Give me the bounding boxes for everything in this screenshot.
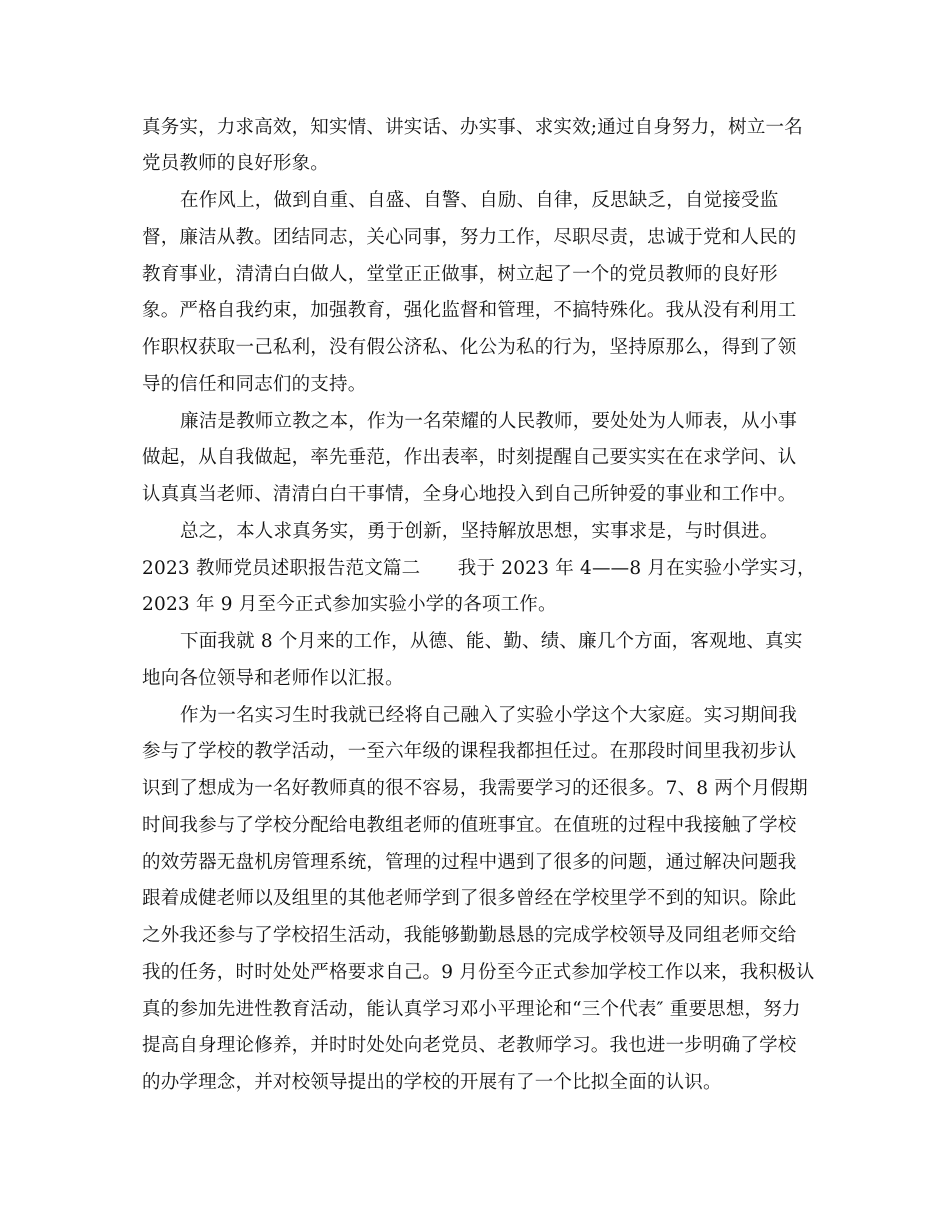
text-line: 跟着成健老师以及组里的其他老师学到了很多曾经在学校里学不到的知识。除此 <box>142 888 797 909</box>
section-heading-line: 2023 教师党员述职报告范文篇二 我于 2023 年 4——8 月在实验小学实习， <box>142 558 816 579</box>
text-line: 象。严格自我约束，加强教育，强化监督和管理，不搞特殊化。我从没有利用工 <box>142 300 797 321</box>
text-line: 之外我还参与了学校招生活动，我能够勤勤恳恳的完成学校领导及同组老师交给 <box>142 925 797 946</box>
text-line: 提高自身理论修养，并时时处处向老党员、老教师学习。我也进一步明确了学校 <box>142 1035 797 1056</box>
paragraph-first-line: 作为一名实习生时我就已经将自己融入了实验小学这个大家庭。实习期间我 <box>180 705 798 726</box>
text-line: 我的任务，时时处处严格要求自己。9 月份至今正式参加学校工作以来，我积极认 <box>142 962 815 983</box>
text-line: 教育事业，清清白白做人，堂堂正正做事，树立起了一个的党员教师的良好形 <box>142 264 778 285</box>
text-line: 作职权获取一己私利，没有假公济私、化公为私的行为，坚持原那么，得到了领 <box>142 337 797 358</box>
text-line: 真务实，力求高效，知实情、讲实话、办实事、求实效;通过自身努力，树立一名 <box>142 117 803 138</box>
text-line: 时间我参与了学校分配给电教组老师的值班事宜。在值班的过程中我接触了学校 <box>142 815 797 836</box>
paragraph-first-line: 总之，本人求真务实，勇于创新，坚持解放思想，实事求是，与时俱进。 <box>180 521 779 542</box>
paragraph-first-line: 廉洁是教师立教之本，作为一名荣耀的人民教师，要处处为人师表，从小事 <box>180 411 798 432</box>
paragraph-first-line: 下面我就 8 个月来的工作，从德、能、勤、绩、廉几个方面，客观地、真实 <box>180 631 803 652</box>
text-line: 做起，从自我做起，率先垂范，作出表率，时刻提醒自己要实实在在求学问、认 <box>142 447 797 468</box>
text-line: 的效劳器无盘机房管理系统，管理的过程中遇到了很多的问题，通过解决问题我 <box>142 852 797 873</box>
text-line: 真的参加先进性教育活动，能认真学习邓小平理论和“三个代表″ 重要思想，努力 <box>142 999 801 1020</box>
text-line: 导的信任和同志们的支持。 <box>142 374 367 395</box>
text-line: 督，廉洁从教。团结同志，关心同事，努力工作，尽职尽责，忠诚于党和人民的 <box>142 227 797 248</box>
text-line: 地向各位领导和老师作以汇报。 <box>142 668 404 689</box>
text-line: 的办学理念，并对校领导提出的学校的开展有了一个比拟全面的认识。 <box>142 1072 722 1093</box>
text-line: 2023 年 9 月至今正式参加实验小学的各项工作。 <box>142 594 557 615</box>
text-line: 认真真当老师、清清白白干事情，全身心地投入到自己所钟爱的事业和工作中。 <box>142 484 797 505</box>
paragraph-first-line: 在作风上，做到自重、自盛、自警、自励、自律，反思缺乏，自觉接受监 <box>180 190 779 211</box>
text-line: 参与了学校的教学活动，一至六年级的课程我都担任过。在那段时间里我初步认 <box>142 741 797 762</box>
text-line: 党员教师的良好形象。 <box>142 153 330 174</box>
text-line: 识到了想成为一名好教师真的很不容易，我需要学习的还很多。7、8 两个月假期 <box>142 778 808 799</box>
